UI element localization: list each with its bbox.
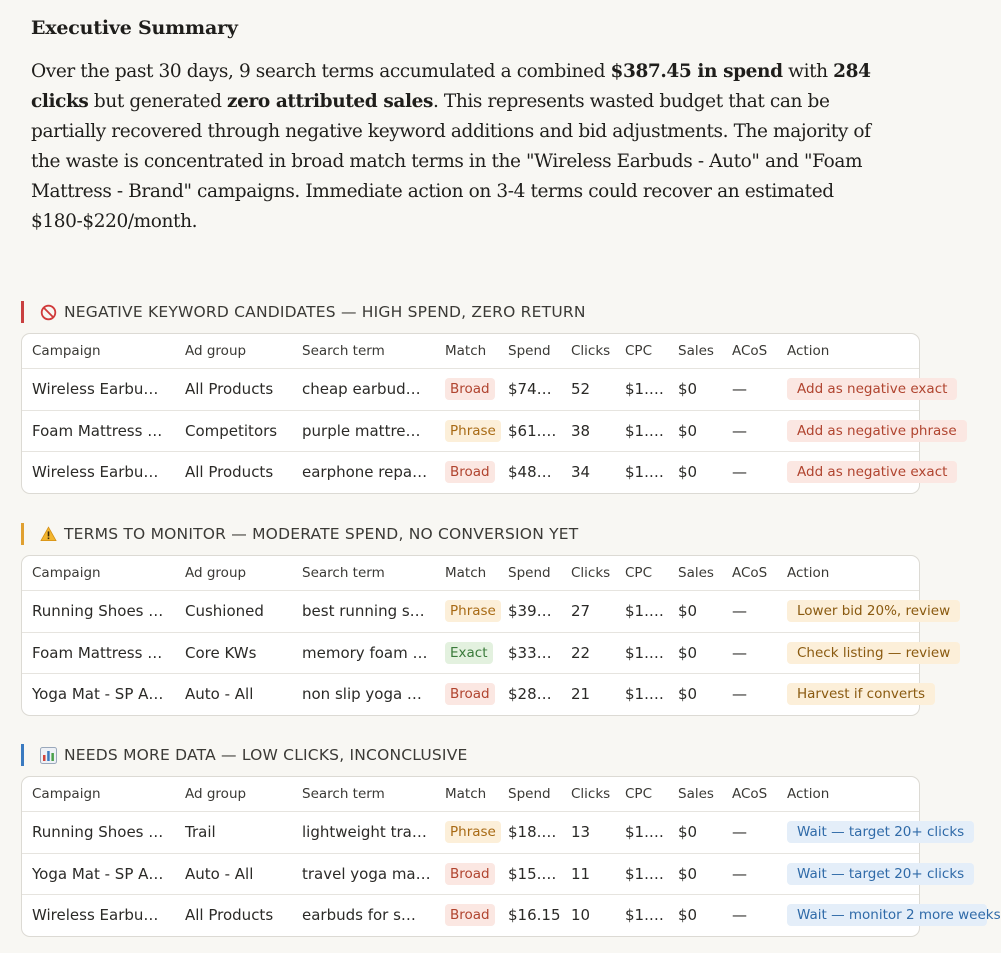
summary-text-part: Over the past 30 days, 9 search terms accumulated a combined [31, 61, 611, 82]
summary-highlight-clicks: 284 clicks [31, 61, 871, 112]
cell-clicks: 22 [571, 643, 591, 662]
cell-ad-group: Cushioned [185, 602, 264, 621]
cell-ad-group: Trail [185, 823, 216, 842]
cell-clicks: 10 [571, 906, 591, 925]
col-search-term[interactable]: Search term [302, 786, 385, 802]
cell-acos: — [732, 823, 747, 842]
cell-acos: — [732, 685, 747, 704]
table-row[interactable] [22, 368, 948, 410]
col-cpc[interactable]: CPC [625, 343, 652, 359]
cell-acos: — [732, 643, 747, 662]
cell-sales: $0 [678, 685, 698, 704]
table-header-row [22, 556, 919, 590]
summary-title: Executive Summary [31, 17, 238, 39]
cell-cpc: $1.… [625, 463, 664, 482]
table-header-row [22, 334, 919, 368]
table-row[interactable] [22, 410, 957, 452]
cell-spend: $39… [508, 602, 552, 621]
match-badge: Exact [445, 642, 493, 664]
cell-spend: $15.… [508, 864, 557, 883]
bar-chart-icon [39, 746, 57, 764]
col-sales[interactable]: Sales [678, 786, 714, 802]
action-badge[interactable]: Wait — target 20+ clicks [787, 863, 974, 885]
col-sales[interactable]: Sales [678, 343, 714, 359]
cell-acos: — [732, 906, 747, 925]
col-search-term[interactable]: Search term [302, 565, 385, 581]
match-badge: Broad [445, 461, 495, 483]
cell-clicks: 38 [571, 421, 591, 440]
cell-acos: — [732, 463, 747, 482]
col-spend[interactable]: Spend [508, 565, 551, 581]
action-badge[interactable]: Wait — monitor 2 more weeks [787, 904, 987, 926]
cell-clicks: 27 [571, 602, 591, 621]
cell-campaign: Yoga Mat - SP A… [32, 685, 164, 704]
cell-search-term: purple mattre… [302, 421, 421, 440]
cell-search-term: earbuds for s… [302, 906, 416, 925]
action-badge[interactable]: Harvest if converts [787, 683, 935, 705]
cell-clicks: 21 [571, 685, 591, 704]
data-table [21, 555, 951, 716]
cell-sales: $0 [678, 864, 698, 883]
col-action[interactable]: Action [787, 786, 830, 802]
match-badge: Broad [445, 378, 495, 400]
action-badge[interactable]: Add as negative phrase [787, 420, 967, 442]
col-cpc[interactable]: CPC [625, 565, 652, 581]
cell-sales: $0 [678, 463, 698, 482]
cell-clicks: 13 [571, 823, 591, 842]
cell-spend: $48… [508, 463, 552, 482]
cell-ad-group: Core KWs [185, 643, 257, 662]
cell-sales: $0 [678, 906, 698, 925]
col-match[interactable]: Match [445, 786, 487, 802]
match-badge: Broad [445, 863, 495, 885]
col-ad-group[interactable]: Ad group [185, 786, 247, 802]
summary-highlight-spend: $387.45 in spend [610, 61, 783, 82]
cell-clicks: 34 [571, 463, 591, 482]
cell-clicks: 52 [571, 380, 591, 399]
col-match[interactable]: Match [445, 343, 487, 359]
action-badge[interactable]: Add as negative exact [787, 378, 957, 400]
col-action[interactable]: Action [787, 343, 830, 359]
col-acos[interactable]: ACoS [732, 565, 768, 581]
section-header [21, 523, 947, 545]
col-campaign[interactable]: Campaign [32, 786, 101, 802]
cell-spend: $16.15 [508, 906, 561, 925]
table-row[interactable] [22, 632, 951, 674]
section-title: NEGATIVE KEYWORD CANDIDATES — HIGH SPEND, ZERO RETURN [64, 303, 586, 321]
cell-cpc: $1.… [625, 643, 664, 662]
match-badge: Phrase [445, 821, 501, 843]
cell-campaign: Running Shoes … [32, 823, 164, 842]
cell-campaign: Wireless Earbu… [32, 463, 159, 482]
col-search-term[interactable]: Search term [302, 343, 385, 359]
table-header-row [22, 777, 919, 811]
section-header [21, 301, 947, 323]
col-cpc[interactable]: CPC [625, 786, 652, 802]
cell-search-term: travel yoga ma… [302, 864, 431, 883]
cell-ad-group: All Products [185, 463, 274, 482]
col-ad-group[interactable]: Ad group [185, 343, 247, 359]
section-title: NEEDS MORE DATA — LOW CLICKS, INCONCLUSIVE [64, 746, 468, 764]
match-badge: Broad [445, 683, 495, 705]
section-terms-to-monitor [21, 523, 951, 704]
cell-search-term: memory foam … [302, 643, 428, 662]
cell-sales: $0 [678, 380, 698, 399]
cell-spend: $28… [508, 685, 552, 704]
table-row[interactable] [22, 673, 926, 715]
warning-icon [39, 525, 57, 543]
cell-cpc: $1.… [625, 906, 664, 925]
data-table [21, 776, 1001, 937]
cell-spend: $61.… [508, 421, 557, 440]
section-needs-more-data [21, 744, 1001, 925]
col-ad-group[interactable]: Ad group [185, 565, 247, 581]
cell-clicks: 11 [571, 864, 591, 883]
cell-cpc: $1.… [625, 421, 664, 440]
cell-cpc: $1.… [625, 823, 664, 842]
action-badge[interactable]: Lower bid 20%, review [787, 600, 960, 622]
cell-search-term: lightweight tra… [302, 823, 427, 842]
cell-acos: — [732, 421, 747, 440]
col-spend[interactable]: Spend [508, 343, 551, 359]
summary-highlight-sales: zero attributed sales [227, 91, 433, 112]
col-campaign[interactable]: Campaign [32, 565, 101, 581]
summary-text-part: but generated [88, 91, 228, 112]
match-badge: Phrase [445, 600, 501, 622]
cell-sales: $0 [678, 823, 698, 842]
summary-text-part: with [782, 61, 834, 82]
cell-campaign: Wireless Earbu… [32, 906, 159, 925]
section-header [21, 744, 947, 766]
cell-cpc: $1.… [625, 864, 664, 883]
cell-search-term: cheap earbud… [302, 380, 421, 399]
cell-acos: — [732, 602, 747, 621]
action-badge[interactable]: Check listing — review [787, 642, 960, 664]
cell-spend: $18.… [508, 823, 557, 842]
cell-search-term: non slip yoga … [302, 685, 422, 704]
cell-ad-group: All Products [185, 906, 274, 925]
data-table [21, 333, 957, 494]
cell-spend: $74… [508, 380, 552, 399]
col-clicks[interactable]: Clicks [571, 343, 611, 359]
cell-spend: $33… [508, 643, 552, 662]
table-row[interactable] [22, 853, 965, 895]
cell-campaign: Wireless Earbu… [32, 380, 159, 399]
summary-text [31, 57, 891, 237]
col-clicks[interactable]: Clicks [571, 786, 611, 802]
table-row[interactable] [22, 590, 951, 632]
cell-ad-group: Auto - All [185, 685, 254, 704]
executive-summary [31, 17, 891, 237]
match-badge: Phrase [445, 420, 501, 442]
cell-acos: — [732, 380, 747, 399]
col-action[interactable]: Action [787, 565, 830, 581]
cell-campaign: Yoga Mat - SP A… [32, 864, 164, 883]
section-title: TERMS TO MONITOR — MODERATE SPEND, NO CONVERSION YET [64, 525, 579, 543]
col-campaign[interactable]: Campaign [32, 343, 101, 359]
cell-ad-group: All Products [185, 380, 274, 399]
cell-campaign: Foam Mattress … [32, 643, 163, 662]
cell-sales: $0 [678, 421, 698, 440]
col-match[interactable]: Match [445, 565, 487, 581]
section-negative-candidates [21, 301, 957, 482]
cell-ad-group: Auto - All [185, 864, 254, 883]
cell-acos: — [732, 864, 747, 883]
cell-search-term: earphone repa… [302, 463, 428, 482]
table-row[interactable] [22, 811, 965, 853]
cell-cpc: $1.… [625, 380, 664, 399]
cell-cpc: $1.… [625, 685, 664, 704]
summary-text-part: . This represents wasted budget that can be partially recovered through negative keyword additions and bid adjustments. The majority of the waste is concentrated in broad match terms in the "Wireless Earbuds - Auto" and "Foam Mattress - Brand" campaigns. Immediate action on 3-4 terms could recover an estimated $180-$220/month. [31, 91, 871, 232]
cell-sales: $0 [678, 643, 698, 662]
col-acos[interactable]: ACoS [732, 343, 768, 359]
prohibited-icon [39, 303, 57, 321]
cell-ad-group: Competitors [185, 421, 278, 440]
cell-sales: $0 [678, 602, 698, 621]
match-badge: Broad [445, 904, 495, 926]
col-clicks[interactable]: Clicks [571, 565, 611, 581]
cell-search-term: best running s… [302, 602, 425, 621]
col-spend[interactable]: Spend [508, 786, 551, 802]
cell-campaign: Running Shoes … [32, 602, 164, 621]
col-acos[interactable]: ACoS [732, 786, 768, 802]
cell-campaign: Foam Mattress … [32, 421, 163, 440]
action-badge[interactable]: Wait — target 20+ clicks [787, 821, 974, 843]
cell-cpc: $1.… [625, 602, 664, 621]
table-row[interactable] [22, 894, 1001, 936]
table-row[interactable] [22, 451, 948, 493]
action-badge[interactable]: Add as negative exact [787, 461, 957, 483]
col-sales[interactable]: Sales [678, 565, 714, 581]
